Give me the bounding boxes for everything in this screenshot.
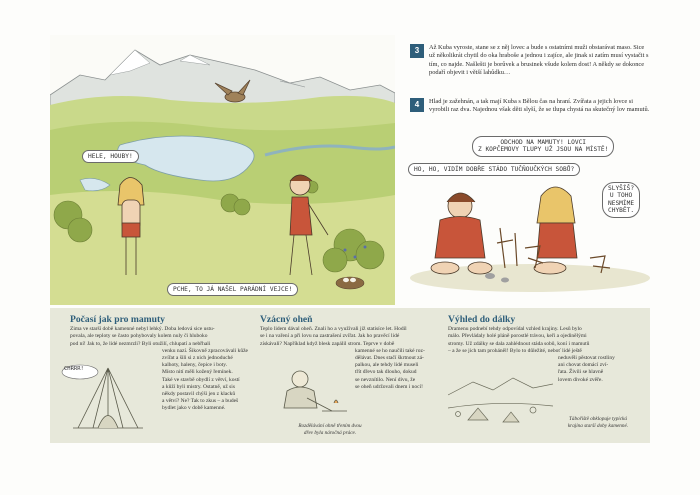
info-line: málo. Převládaly holé pláně porostlé trávou, keři a ojedinělými [448, 333, 587, 340]
info-line: Dramenu podnebí tehdy odpovídal vzhled krajiny. Lesů bylo [448, 326, 582, 333]
info-line: třít dřevo tak dlouho, dokud [355, 369, 417, 376]
caption-line: krajina starší doby kamenné. [567, 422, 629, 429]
info-line: se oheň udržovali dnem i nocí! [355, 383, 423, 390]
bubble-line: ODCHOD NA MAMUTY! LOVCI [500, 139, 587, 146]
info-line: venku nazí. Šikovně zpracovávali kůže [162, 347, 248, 354]
caption-line: Tábořiště obklopuje typická [569, 416, 627, 422]
info-line: řata. Živili se hlavně [558, 369, 604, 376]
bubble-line: CHYBĚT. [608, 207, 635, 215]
step-text: Až Kuba vyroste, stane se z něj lovec a bude s ostatními muži obstarávat maso. Sice už několikrát chytil do oka hraboše a jednou i zajíce, ale jinak si zatím musí vystačit s tím, co najde. Našlešti je borůvek a brusinek všude kolem dost! A někdy se dokonce podaří objevit i větší lahůdku… [429, 44, 649, 77]
info-line: lovem divoké zvěře. [558, 376, 603, 383]
nest-with-eggs [336, 277, 364, 289]
info-line: se i na vaření a při lovu na zastrašení zvířat. Jak ho pravěcí lidé [260, 333, 400, 340]
info-title-fire: Vzácný oheň [260, 314, 313, 325]
info-line: dělávat. Dnes stačí škrtnout zá- [355, 355, 424, 362]
info-line: někdy postavil chýši jen z klacků [162, 391, 236, 398]
caption-line: dřev byla náročná práce. [303, 429, 357, 436]
camp-landscape-sketch [448, 370, 553, 430]
info-line: Teplo lidem dával oheň. Znali ho a využívali již statisíce let. Hodil [260, 326, 407, 333]
info-line: Místo nití měli kožený řemínek. [162, 369, 233, 376]
info-line: získávali? Například když blesk zapálil strom. Teprve v době [260, 340, 395, 347]
info-line: – a že se jich tam proháněl! Bylo to důležité, neboť lidé ještě [448, 347, 582, 354]
info-line: se nevznítilo. Není divu, že [355, 376, 416, 383]
info-title-weather: Počasí jak pro mamuty [70, 314, 165, 325]
speech-bubble-odchod [472, 136, 614, 157]
bubble-line: U TOHO [609, 192, 633, 200]
step-text: Hlad je zažehnán, a tak mají Kuba s Bělou čas na hraní. Zvířata a jejich lovce si vyrobili raz dva. Najednou však děti slyší, že se tlupa chystá na skutečný lov mamutů. [429, 98, 650, 114]
info-line: a kůží byli mistry. Ostatně, už sis [162, 383, 235, 390]
snore-bubble: CHRRR! [64, 366, 84, 372]
speech-bubble-pche: PCHE, TO JÁ NAŠEL PARÁDNÍ VEJCE! [167, 283, 298, 296]
step-number-badge: 3 [410, 44, 424, 58]
step-3 [410, 44, 650, 78]
step-number-badge: 4 [410, 98, 424, 112]
fire-making-sketch [262, 363, 357, 418]
info-line: kamenné se ho naučili také roz- [355, 347, 425, 354]
info-line: neduvěli pěstovat rostliny [558, 355, 615, 362]
info-title-view: Výhled do dálky [448, 314, 516, 325]
info-band [50, 308, 650, 443]
bubble-line: SLYŠÍŠ? [608, 185, 635, 192]
caption-line: Rozdělávání ohně třením dvou [298, 423, 362, 429]
fire-caption [285, 423, 375, 436]
step-4 [410, 98, 650, 115]
speech-bubble-hele: HELE, HOUBY! [82, 150, 139, 163]
landscape-illustration [50, 35, 395, 305]
info-line: Zima ve starší době kamenné nebyl lehký. Doba ledová sice ustu- [70, 326, 215, 333]
info-line: povala, ale teploty se často pohybovaly kolem nuly či hluboko [70, 333, 208, 340]
info-line: bydlet jako v době kamenné. [162, 405, 226, 412]
info-line: stromy. Už zdálky se dala zahlédnout stáda sobů, koní i mamutů [448, 340, 590, 347]
info-line: kalhoty, haleny, čepice i boty. [162, 362, 228, 369]
info-line: ani chovat domácí zví- [558, 362, 609, 369]
bubble-line: NESMÍME [608, 199, 635, 207]
speech-bubble-slysis [602, 182, 640, 218]
info-line: Také ve stavbě obydlí z větví, kostí [162, 376, 240, 383]
info-line: palkou, ale tehdy lidé museli [355, 362, 419, 369]
camp-caption [548, 416, 648, 429]
bubble-line: Z KOPČEMOVY TLUPY UŽ JSOU NA MÍSTĚ! [478, 146, 609, 154]
info-line: a větví? Ne? Tak to zkus – a budeš [162, 398, 239, 405]
info-line: pod ní! Jak to, že lidé nezmrzli? Byli otužilí, chlupatí a nebřhali [70, 340, 211, 347]
speech-bubble-ho: HO, HO, VIDÍM DOBŘE STÁDO TUČŇOUČKÝCH SOBŮ? [408, 163, 580, 176]
info-line: zvířat a šili si z nich jednoduché [162, 355, 233, 362]
